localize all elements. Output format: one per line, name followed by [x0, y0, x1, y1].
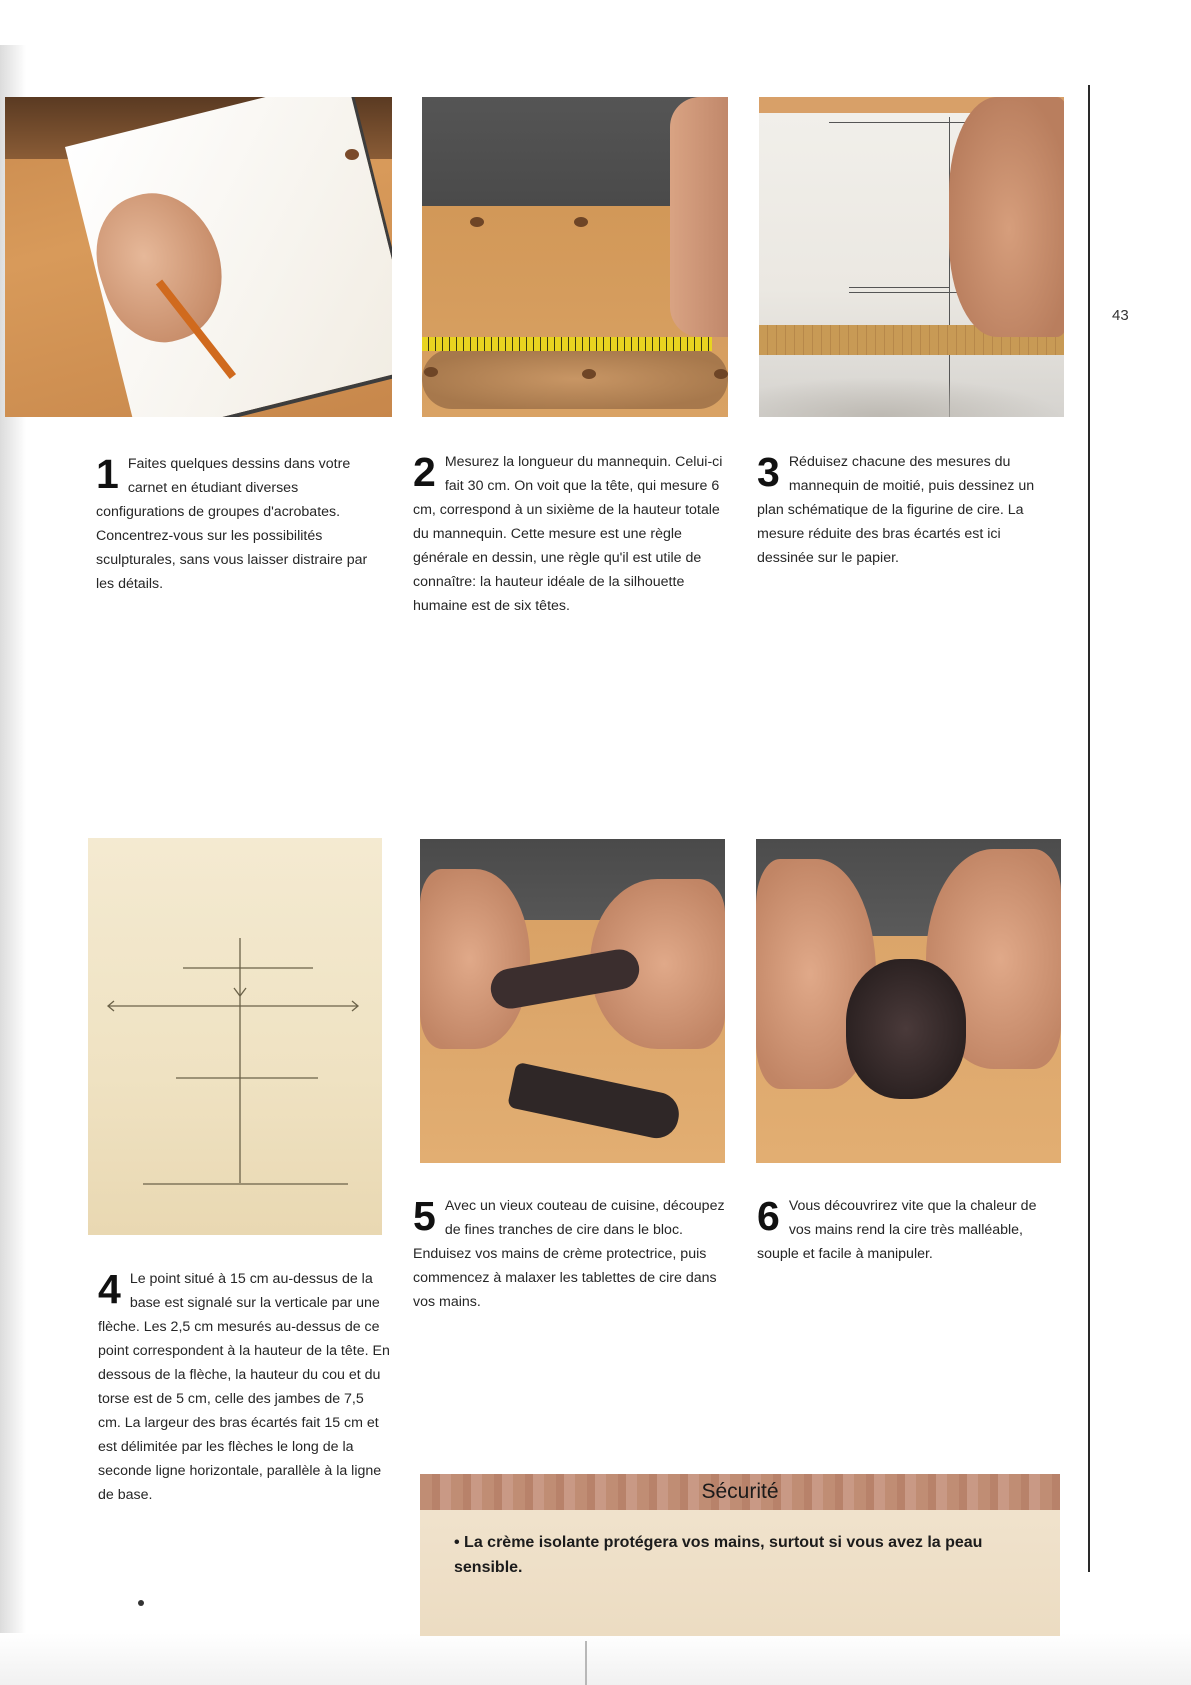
- safety-box: [420, 1474, 1060, 1636]
- page-number: 43: [1112, 307, 1129, 324]
- step-number: 6: [757, 1193, 780, 1239]
- wax-block: [507, 1062, 683, 1142]
- photo-kneading-wax: [756, 839, 1061, 1163]
- step-text: Vous découvrirez vite que la chaleur de vos mains rend la cire très malléable, souple et facile à manipuler.: [757, 1198, 1037, 1262]
- step-number: 5: [413, 1193, 436, 1239]
- step-6-caption: [757, 1194, 1057, 1266]
- safety-title: Sécurité: [420, 1474, 1060, 1510]
- photo-sketchbook-drawing: [5, 97, 392, 417]
- step-number: 4: [98, 1266, 121, 1312]
- ornament-dot: [138, 1600, 144, 1606]
- photo-schematic-plan: [88, 838, 382, 1235]
- step-number: 2: [413, 449, 436, 495]
- schematic-drawing: [88, 838, 382, 1235]
- safety-text: • La crème isolante protégera vos mains, surtout si vous avez la peau sensible.: [454, 1534, 983, 1576]
- step-3-caption: [757, 450, 1047, 570]
- step-2-caption: [413, 450, 725, 618]
- measuring-tape: [422, 337, 712, 351]
- page-bottom-edge: [0, 1633, 1191, 1685]
- step-text: Réduisez chacune des mesures du mannequin de moitié, puis dessinez un plan schématique de la figurine de cire. La mesure réduite des bras écartés est ici dessinée sur le papier.: [757, 454, 1035, 566]
- step-text: Faites quelques dessins dans votre carnet en étudiant diverses configurations de groupes d'acrobates. Concentrez-vous sur les possibilités sculpturales, sans vous laisser distraire par les détails.: [96, 456, 368, 592]
- step-text: Avec un vieux couteau de cuisine, découpez de fines tranches de cire dans le bloc. Enduisez vos mains de crème protectrice, puis commencez à malaxer les tablettes de cire dans vos mains.: [413, 1198, 725, 1310]
- step-text: Le point situé à 15 cm au-dessus de la base est signalé sur la verticale par une flèche. Les 2,5 cm mesurés au-dessus de ce point correspondent à la hauteur de la tête. En dessous de la flèche, la hauteur du cou et du torse est de 5 cm, celle des jambes de 7,5 cm. La largeur des bras écartés fait 15 cm et est délimitée par les flèches le long de la seconde ligne horizontale, parallèle à la ligne de base.: [98, 1271, 390, 1503]
- step-1-caption: [96, 452, 386, 596]
- vertical-rule: [1088, 85, 1090, 1572]
- step-4-caption: [98, 1267, 390, 1507]
- photo-ruler-on-paper: [759, 97, 1064, 417]
- hand: [949, 97, 1064, 337]
- step-text: Mesurez la longueur du mannequin. Celui-ci fait 30 cm. On voit que la tête, qui mesure 6 cm, correspond à un sixième de la hauteur totale du mannequin. Cette mesure est une règle générale en dessin, une règle qu'il est utile de connaître: la hauteur idéale de la silhouette humaine est de six têtes.: [413, 454, 723, 614]
- softened-wax: [846, 959, 966, 1099]
- left-hand: [420, 869, 530, 1049]
- step-5-caption: [413, 1194, 725, 1314]
- step-number: 1: [96, 451, 119, 497]
- photo-measuring-mannequin: [422, 97, 728, 417]
- hand: [670, 97, 728, 337]
- step-number: 3: [757, 449, 780, 495]
- photo-cutting-wax: [420, 839, 725, 1163]
- wax-mannequin: [422, 349, 728, 409]
